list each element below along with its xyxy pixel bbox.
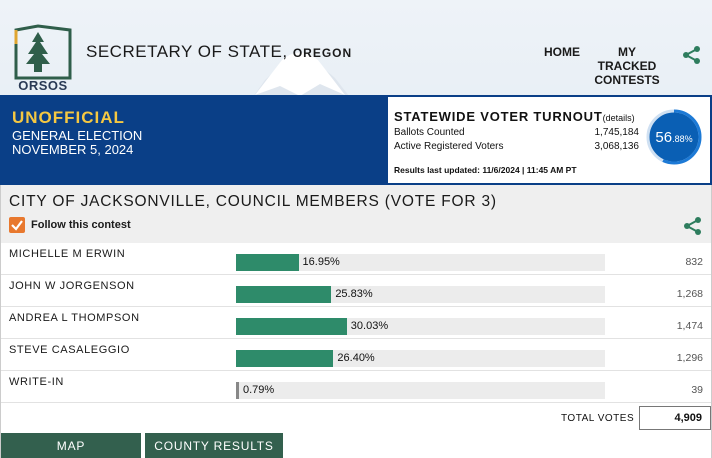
candidate-bar <box>236 318 347 335</box>
turnout-percent <box>646 109 702 165</box>
election-date: NOVEMBER 5, 2024 <box>12 142 134 157</box>
candidate-row <box>1 371 711 403</box>
follow-checkbox[interactable] <box>9 217 25 233</box>
ballots-counted-label: Ballots Counted <box>394 127 465 138</box>
election-name <box>12 129 142 157</box>
checkmark-icon <box>9 217 25 233</box>
turnout-percent-main: 56 <box>655 128 673 146</box>
candidate-bar <box>236 382 239 399</box>
candidate-name: ANDREA L THOMPSON <box>9 312 140 324</box>
candidate-bar <box>236 286 331 303</box>
candidate-bar-track <box>236 286 605 303</box>
total-votes-label: TOTAL VOTES <box>561 413 635 424</box>
candidate-bar-track <box>236 254 605 271</box>
ballots-counted-row <box>394 127 639 138</box>
candidate-votes: 39 <box>691 384 703 396</box>
candidate-row <box>1 339 711 371</box>
candidate-votes: 1,296 <box>676 352 703 364</box>
election-line-1: GENERAL ELECTION <box>12 128 143 143</box>
turnout-title-text: STATEWIDE VOTER TURNOUT <box>394 109 603 124</box>
county-results-button[interactable]: COUNTY RESULTS <box>145 433 283 458</box>
candidate-bar-track <box>236 350 605 367</box>
candidate-bar <box>236 350 333 367</box>
candidate-row <box>1 275 711 307</box>
logo-text: ORSOS <box>18 78 68 93</box>
site-title <box>86 42 352 62</box>
candidate-percent: 16.95% <box>302 256 340 268</box>
ballots-counted-value: 1,745,184 <box>594 127 639 138</box>
candidate-name: JOHN W JORGENSON <box>9 280 135 292</box>
candidate-bar <box>236 254 299 271</box>
map-button[interactable]: MAP <box>1 433 141 458</box>
nav-tracked-contests-link[interactable]: MY TRACKED CONTESTS <box>594 45 660 87</box>
total-votes-value: 4,909 <box>639 406 711 430</box>
turnout-details-link[interactable]: (details) <box>602 113 635 123</box>
candidate-votes: 1,474 <box>676 320 703 332</box>
unofficial-label: UNOFFICIAL <box>12 108 125 127</box>
contest-card <box>0 185 712 458</box>
last-updated: Results last updated: 11/6/2024 | 11:45 AM PT <box>394 165 577 175</box>
site-header <box>0 0 712 95</box>
candidate-bar-track <box>236 318 605 335</box>
candidate-percent: 26.40% <box>337 352 375 364</box>
oregon-tree-icon <box>12 24 72 82</box>
turnout-percent-decimal: .88% <box>672 133 693 144</box>
candidate-name: WRITE-IN <box>9 376 64 388</box>
candidate-percent: 25.83% <box>335 288 373 300</box>
election-banner <box>0 95 386 185</box>
share-contest-icon[interactable] <box>683 216 703 241</box>
candidate-name: STEVE CASALEGGIO <box>9 344 130 356</box>
share-icon[interactable] <box>682 45 702 70</box>
turnout-panel <box>386 95 712 185</box>
candidate-name: MICHELLE M ERWIN <box>9 248 126 260</box>
contest-title: CITY OF JACKSONVILLE, COUNCIL MEMBERS (VOTE FOR 3) <box>9 193 497 210</box>
nav-home-link[interactable]: HOME <box>544 45 580 59</box>
candidate-votes: 832 <box>685 256 703 268</box>
turnout-title <box>394 109 635 124</box>
site-title-main: SECRETARY OF STATE, <box>86 42 288 61</box>
candidate-row <box>1 307 711 339</box>
site-title-state: OREGON <box>292 46 353 60</box>
follow-label[interactable]: Follow this contest <box>31 219 131 231</box>
candidate-percent: 30.03% <box>350 320 389 332</box>
candidate-row <box>1 243 711 275</box>
registered-voters-label: Active Registered Voters <box>394 141 504 152</box>
candidate-votes: 1,268 <box>676 288 703 300</box>
candidate-bar-track <box>236 382 605 399</box>
contest-header <box>1 185 711 243</box>
candidate-percent: 0.79% <box>243 384 275 396</box>
registered-voters-row <box>394 141 639 152</box>
registered-voters-value: 3,068,136 <box>594 141 639 152</box>
